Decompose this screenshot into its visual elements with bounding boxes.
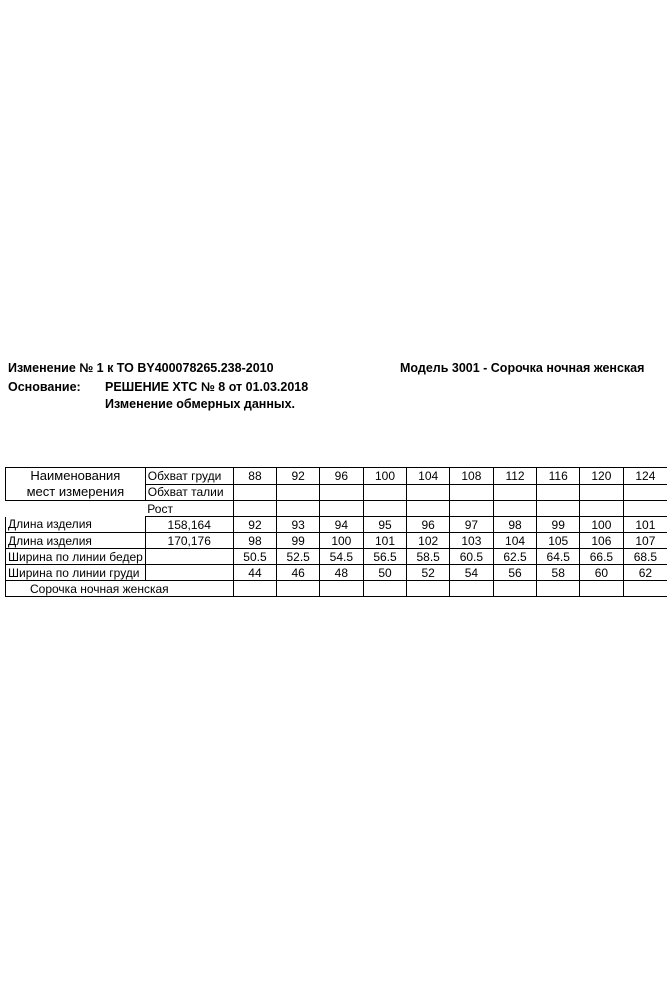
blank-cell: [580, 581, 624, 597]
size-cell: 108: [450, 468, 494, 485]
height-row: [6, 501, 667, 517]
name-header-line2: мест измерения: [26, 484, 125, 499]
measurement-value: 54: [450, 565, 494, 581]
size-cell: 92: [277, 468, 320, 485]
measurement-value: 99: [537, 517, 580, 533]
measurement-name: Длина изделия: [6, 533, 146, 549]
size-cell: 124: [623, 468, 667, 485]
waist-cell: [623, 484, 667, 501]
measurement-value: 56.5: [363, 549, 407, 565]
blank-cell: [623, 501, 667, 517]
measurement-value: 46: [277, 565, 320, 581]
size-cell: 100: [363, 468, 407, 485]
measurement-value: 48: [320, 565, 364, 581]
measurement-value: 102: [407, 533, 450, 549]
blank-cell: [320, 581, 364, 597]
measurement-name: Длина изделия: [6, 517, 146, 533]
measurement-value: 99: [277, 533, 320, 549]
blank-cell: [233, 501, 277, 517]
blank-cell: [450, 501, 494, 517]
blank-cell: [320, 501, 364, 517]
change-description: Изменение обмерных данных.: [105, 397, 296, 411]
measurement-value: 50.5: [233, 549, 277, 565]
blank-cell: [407, 581, 450, 597]
measurement-value: 106: [580, 533, 624, 549]
document-change-title: Изменение № 1 к ТО BY400078265.238-2010: [8, 361, 274, 375]
footer-row: [6, 581, 667, 597]
size-cell: 96: [320, 468, 364, 485]
measurement-value: 44: [233, 565, 277, 581]
chest-label: Обхват груди: [145, 468, 233, 485]
basis-value: РЕШЕНИЕ ХТС № 8 от 01.03.2018: [105, 380, 309, 394]
blank-cell: [363, 581, 407, 597]
measurement-value: 95: [363, 517, 407, 533]
measurement-value: 54.5: [320, 549, 364, 565]
waist-cell: [363, 484, 407, 501]
measurement-value: 68.5: [623, 549, 667, 565]
blank-cell: [277, 581, 320, 597]
size-cell: 120: [580, 468, 624, 485]
blank-cell: [623, 581, 667, 597]
measurement-row: [6, 533, 667, 549]
measurement-value: 60: [580, 565, 624, 581]
measurement-value: 58.5: [407, 549, 450, 565]
waist-cell: [320, 484, 364, 501]
blank-cell: [537, 501, 580, 517]
measurement-value: 103: [450, 533, 494, 549]
waist-cell: [407, 484, 450, 501]
blank-cell: [450, 581, 494, 597]
measurement-row: [6, 549, 667, 565]
measurement-value: 64.5: [537, 549, 580, 565]
size-cell: 116: [537, 468, 580, 485]
measurement-value: 93: [277, 517, 320, 533]
blank-cell: [277, 501, 320, 517]
measurement-value: 62.5: [493, 549, 537, 565]
waist-cell: [277, 484, 320, 501]
measurement-value: 101: [623, 517, 667, 533]
name-header-cell: [6, 468, 146, 501]
height-value: [145, 549, 233, 565]
measurement-value: 62: [623, 565, 667, 581]
measurement-name: Ширина по линии бедер: [6, 549, 146, 565]
blank-cell: [407, 501, 450, 517]
waist-label: Обхват талии: [145, 484, 233, 501]
measurement-value: 97: [450, 517, 494, 533]
waist-cell: [537, 484, 580, 501]
height-value: 170,176: [145, 533, 233, 549]
measurement-value: 92: [233, 517, 277, 533]
measurement-value: 98: [493, 517, 537, 533]
blank-cell: [233, 581, 277, 597]
chest-row: [6, 468, 667, 485]
size-cell: 104: [407, 468, 450, 485]
measurement-value: 100: [580, 517, 624, 533]
measurement-value: 101: [363, 533, 407, 549]
blank-cell: [537, 581, 580, 597]
measurement-name: Ширина по линии груди: [6, 565, 146, 581]
measurement-value: 52.5: [277, 549, 320, 565]
measurement-value: 52: [407, 565, 450, 581]
measurement-value: 50: [363, 565, 407, 581]
measurement-value: 66.5: [580, 549, 624, 565]
height-value: 158,164: [145, 517, 233, 533]
measurement-value: 100: [320, 533, 364, 549]
height-value: [145, 565, 233, 581]
blank-cell: [363, 501, 407, 517]
waist-cell: [493, 484, 537, 501]
name-header-line1: Наименования: [30, 468, 121, 483]
measurements-table: [5, 467, 667, 597]
measurement-value: 105: [537, 533, 580, 549]
measurement-value: 60.5: [450, 549, 494, 565]
blank-cell: [580, 501, 624, 517]
measurement-value: 94: [320, 517, 364, 533]
basis-label: Основание:: [8, 380, 81, 394]
measurement-value: 56: [493, 565, 537, 581]
waist-cell: [580, 484, 624, 501]
size-cell: 112: [493, 468, 537, 485]
height-label: Рост: [145, 501, 233, 517]
measurement-value: 58: [537, 565, 580, 581]
model-title: Модель 3001 - Сорочка ночная женская: [400, 361, 645, 375]
footer-label: Сорочка ночная женская: [6, 581, 234, 597]
blank-cell: [493, 581, 537, 597]
size-cell: 88: [233, 468, 277, 485]
measurement-value: 104: [493, 533, 537, 549]
blank-cell: [493, 501, 537, 517]
waist-cell: [450, 484, 494, 501]
waist-cell: [233, 484, 277, 501]
measurement-value: 107: [623, 533, 667, 549]
measurement-value: 98: [233, 533, 277, 549]
measurement-row: [6, 517, 667, 533]
measurement-row: [6, 565, 667, 581]
measurement-value: 96: [407, 517, 450, 533]
blank-cell: [6, 501, 146, 517]
